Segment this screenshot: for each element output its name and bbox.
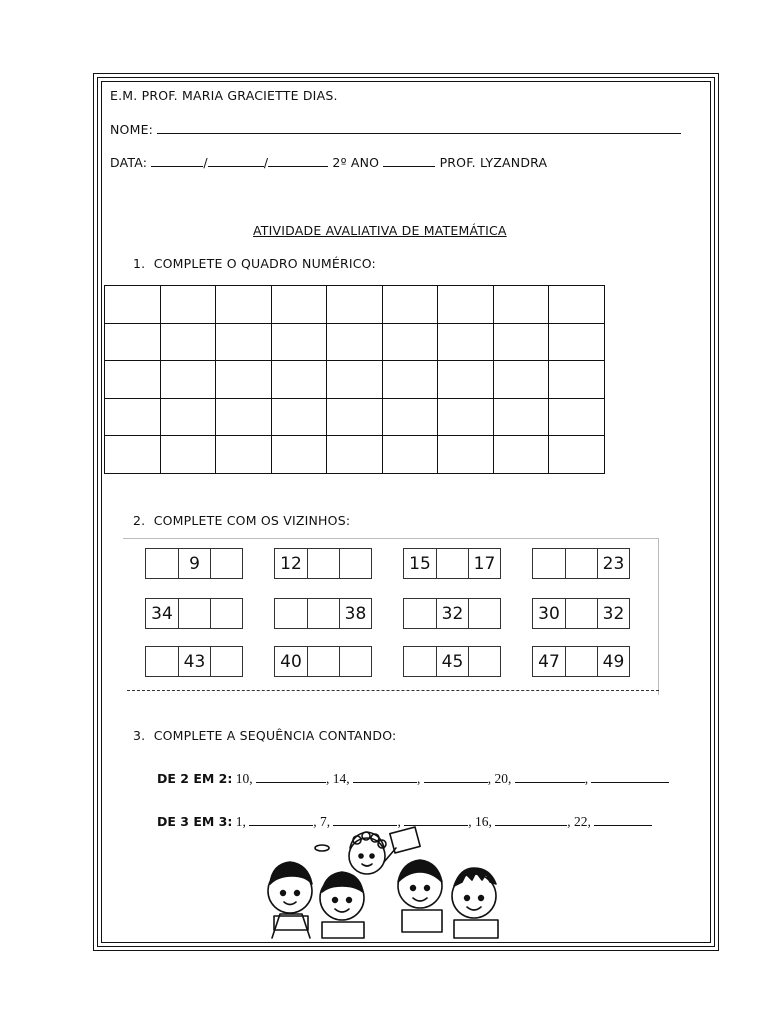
grid-cell[interactable]	[160, 361, 216, 399]
name-row	[110, 122, 681, 137]
neighbor-group	[145, 548, 243, 579]
neighbor-before-cell[interactable]	[404, 599, 436, 628]
neighbor-middle-cell[interactable]	[565, 549, 597, 578]
neighbor-middle-cell[interactable]	[307, 647, 339, 676]
neighbor-before-cell[interactable]: 40	[280, 651, 302, 672]
date-month-field[interactable]	[208, 155, 264, 167]
seq1-value: 14	[332, 771, 347, 786]
grid-cell[interactable]	[327, 436, 383, 474]
question-3	[133, 728, 396, 743]
grid-cell[interactable]	[327, 286, 383, 324]
neighbor-middle-cell[interactable]	[565, 599, 597, 628]
grid-cell[interactable]	[549, 323, 605, 361]
seq2-blank[interactable]	[333, 814, 397, 826]
neighbor-middle-cell[interactable]	[307, 549, 339, 578]
neighbor-after-cell[interactable]: 49	[597, 647, 629, 676]
grid-cell[interactable]	[105, 323, 161, 361]
question-3-number: 3.	[133, 728, 146, 743]
children-reading-icon	[262, 826, 522, 942]
seq1-value: 10	[235, 771, 250, 786]
grid-cell[interactable]	[105, 286, 161, 324]
neighbor-before-cell[interactable]: 47	[538, 651, 560, 672]
seq1-blank[interactable]	[424, 771, 488, 783]
grid-cell[interactable]	[271, 361, 327, 399]
question-1-number: 1.	[133, 256, 146, 271]
grid-cell[interactable]	[160, 436, 216, 474]
neighbor-group	[532, 548, 630, 579]
grid-cell[interactable]	[160, 323, 216, 361]
grid-cell[interactable]	[382, 361, 438, 399]
grid-cell[interactable]	[549, 398, 605, 436]
page-title: ATIVIDADE AVALIATIVA DE MATEMÁTICA	[253, 223, 507, 238]
grid-cell[interactable]	[382, 436, 438, 474]
grid-cell[interactable]	[327, 323, 383, 361]
school-name: E.M. PROF. MARIA GRACIETTE DIAS.	[110, 88, 338, 103]
neighbor-after-cell[interactable]	[339, 549, 371, 578]
grid-cell[interactable]	[438, 323, 494, 361]
grid-cell[interactable]	[271, 286, 327, 324]
neighbor-after-cell[interactable]	[210, 549, 242, 578]
date-year-field[interactable]	[268, 155, 328, 167]
neighbor-after-cell[interactable]	[210, 647, 242, 676]
grid-cell[interactable]	[549, 361, 605, 399]
neighbor-before-cell[interactable]: 15	[409, 553, 431, 574]
grid-cell[interactable]	[493, 436, 549, 474]
neighbor-middle-cell[interactable]: 43	[178, 647, 210, 676]
grade-label: 2º ANO	[332, 155, 380, 170]
neighbor-middle-cell[interactable]	[565, 647, 597, 676]
neighbor-group	[274, 548, 372, 579]
grid-cell[interactable]	[216, 436, 272, 474]
question-2-text: COMPLETE COM OS VIZINHOS:	[153, 513, 351, 528]
neighbor-before-cell[interactable]	[275, 599, 307, 628]
sequence-2-by-2: DE 2 EM 2: 10, , 14, , , 20, ,	[157, 771, 669, 787]
grid-cell[interactable]	[105, 398, 161, 436]
neighbor-middle-cell[interactable]: 45	[436, 647, 468, 676]
grid-cell[interactable]	[271, 323, 327, 361]
neighbor-after-cell[interactable]	[468, 647, 500, 676]
date-sep: /	[203, 155, 208, 170]
grid-cell[interactable]	[327, 361, 383, 399]
grid-row	[105, 286, 605, 324]
grid-cell[interactable]	[438, 286, 494, 324]
neighbor-group	[274, 646, 372, 677]
neighbor-before-cell[interactable]: 30	[538, 603, 560, 624]
seq1-blank[interactable]	[353, 771, 417, 783]
question-3-text: COMPLETE A SEQUÊNCIA CONTANDO:	[153, 728, 397, 743]
grid-row	[105, 436, 605, 474]
neighbor-group	[274, 598, 372, 629]
grid-cell[interactable]	[105, 436, 161, 474]
neighbor-after-cell[interactable]: 17	[468, 549, 500, 578]
grid-cell[interactable]	[493, 398, 549, 436]
neighbor-after-cell[interactable]: 23	[597, 549, 629, 578]
neighbor-group	[532, 646, 630, 677]
grid-cell[interactable]	[160, 286, 216, 324]
neighbor-middle-cell[interactable]	[307, 599, 339, 628]
neighbor-after-cell[interactable]: 38	[339, 599, 371, 628]
grid-cell[interactable]	[438, 436, 494, 474]
seq1-blank[interactable]	[515, 771, 585, 783]
neighbor-after-cell[interactable]	[339, 647, 371, 676]
teacher-label: PROF. LYZANDRA	[439, 155, 548, 170]
grid-cell[interactable]	[549, 436, 605, 474]
grid-row	[105, 323, 605, 361]
grid-cell[interactable]	[382, 323, 438, 361]
neighbor-before-cell[interactable]	[533, 549, 565, 578]
sequence-3-by-3: DE 3 EM 3: 1, , 7, , , 16, , 22,	[157, 814, 652, 830]
seq2-value: 16	[474, 814, 489, 829]
grid-cell[interactable]	[160, 398, 216, 436]
neighbor-middle-cell[interactable]	[436, 549, 468, 578]
neighbor-group	[403, 548, 501, 579]
neighbor-after-cell[interactable]: 32	[597, 599, 629, 628]
grid-cell[interactable]	[327, 398, 383, 436]
grid-cell[interactable]	[216, 398, 272, 436]
grid-cell[interactable]	[493, 286, 549, 324]
name-field[interactable]	[157, 122, 681, 134]
neighbor-middle-cell[interactable]	[178, 599, 210, 628]
neighbor-after-cell[interactable]	[468, 599, 500, 628]
name-label: NOME:	[110, 122, 154, 137]
seq2-blank[interactable]	[495, 814, 567, 826]
neighbor-before-cell[interactable]	[146, 549, 178, 578]
seq2-value: 1	[235, 814, 243, 829]
seq2-value: 22	[573, 814, 588, 829]
neighbor-group	[145, 646, 243, 677]
grid-cell[interactable]	[271, 398, 327, 436]
grid-cell[interactable]	[493, 361, 549, 399]
date-label: DATA:	[110, 155, 148, 170]
sequence-3-label: DE 3 EM 3:	[157, 814, 233, 829]
class-field[interactable]	[383, 155, 435, 167]
grid-cell[interactable]	[216, 323, 272, 361]
question-1	[133, 256, 376, 271]
seq1-blank[interactable]	[591, 771, 669, 783]
grid-row	[105, 398, 605, 436]
seq2-blank[interactable]	[404, 814, 468, 826]
grid-cell[interactable]	[271, 436, 327, 474]
grid-row	[105, 361, 605, 399]
seq2-blank[interactable]	[594, 814, 652, 826]
seq1-value: 20	[494, 771, 508, 786]
grid-cell[interactable]	[216, 361, 272, 399]
grid-cell[interactable]	[216, 286, 272, 324]
neighbor-middle-cell[interactable]: 9	[178, 549, 210, 578]
grid-cell[interactable]	[382, 286, 438, 324]
neighbor-group	[532, 598, 630, 629]
date-row	[110, 155, 547, 170]
neighbor-group	[403, 646, 501, 677]
grid-cell[interactable]	[438, 361, 494, 399]
sequence-2-label: DE 2 EM 2:	[157, 771, 233, 786]
neighbor-before-cell[interactable]: 12	[280, 553, 302, 574]
neighbor-group	[145, 598, 243, 629]
grid-cell[interactable]	[438, 398, 494, 436]
neighbor-middle-cell[interactable]: 32	[436, 599, 468, 628]
neighbor-group	[403, 598, 501, 629]
seq1-blank[interactable]	[256, 771, 326, 783]
grid-cell[interactable]	[105, 361, 161, 399]
grid-cell[interactable]	[549, 286, 605, 324]
grid-cell[interactable]	[493, 323, 549, 361]
seq2-value: 7	[319, 814, 327, 829]
question-2-number: 2.	[133, 513, 146, 528]
grid-cell[interactable]	[382, 398, 438, 436]
number-grid	[104, 285, 605, 474]
neighbor-before-cell[interactable]	[404, 647, 436, 676]
neighbor-before-cell[interactable]	[146, 647, 178, 676]
dashed-divider	[127, 690, 659, 691]
question-2	[133, 513, 350, 528]
neighbor-after-cell[interactable]	[210, 599, 242, 628]
date-day-field[interactable]	[151, 155, 203, 167]
date-sep: /	[263, 155, 269, 170]
neighbor-before-cell[interactable]: 34	[151, 603, 173, 624]
question-1-text: COMPLETE O QUADRO NUMÉRICO:	[153, 256, 376, 271]
seq2-blank[interactable]	[249, 814, 313, 826]
